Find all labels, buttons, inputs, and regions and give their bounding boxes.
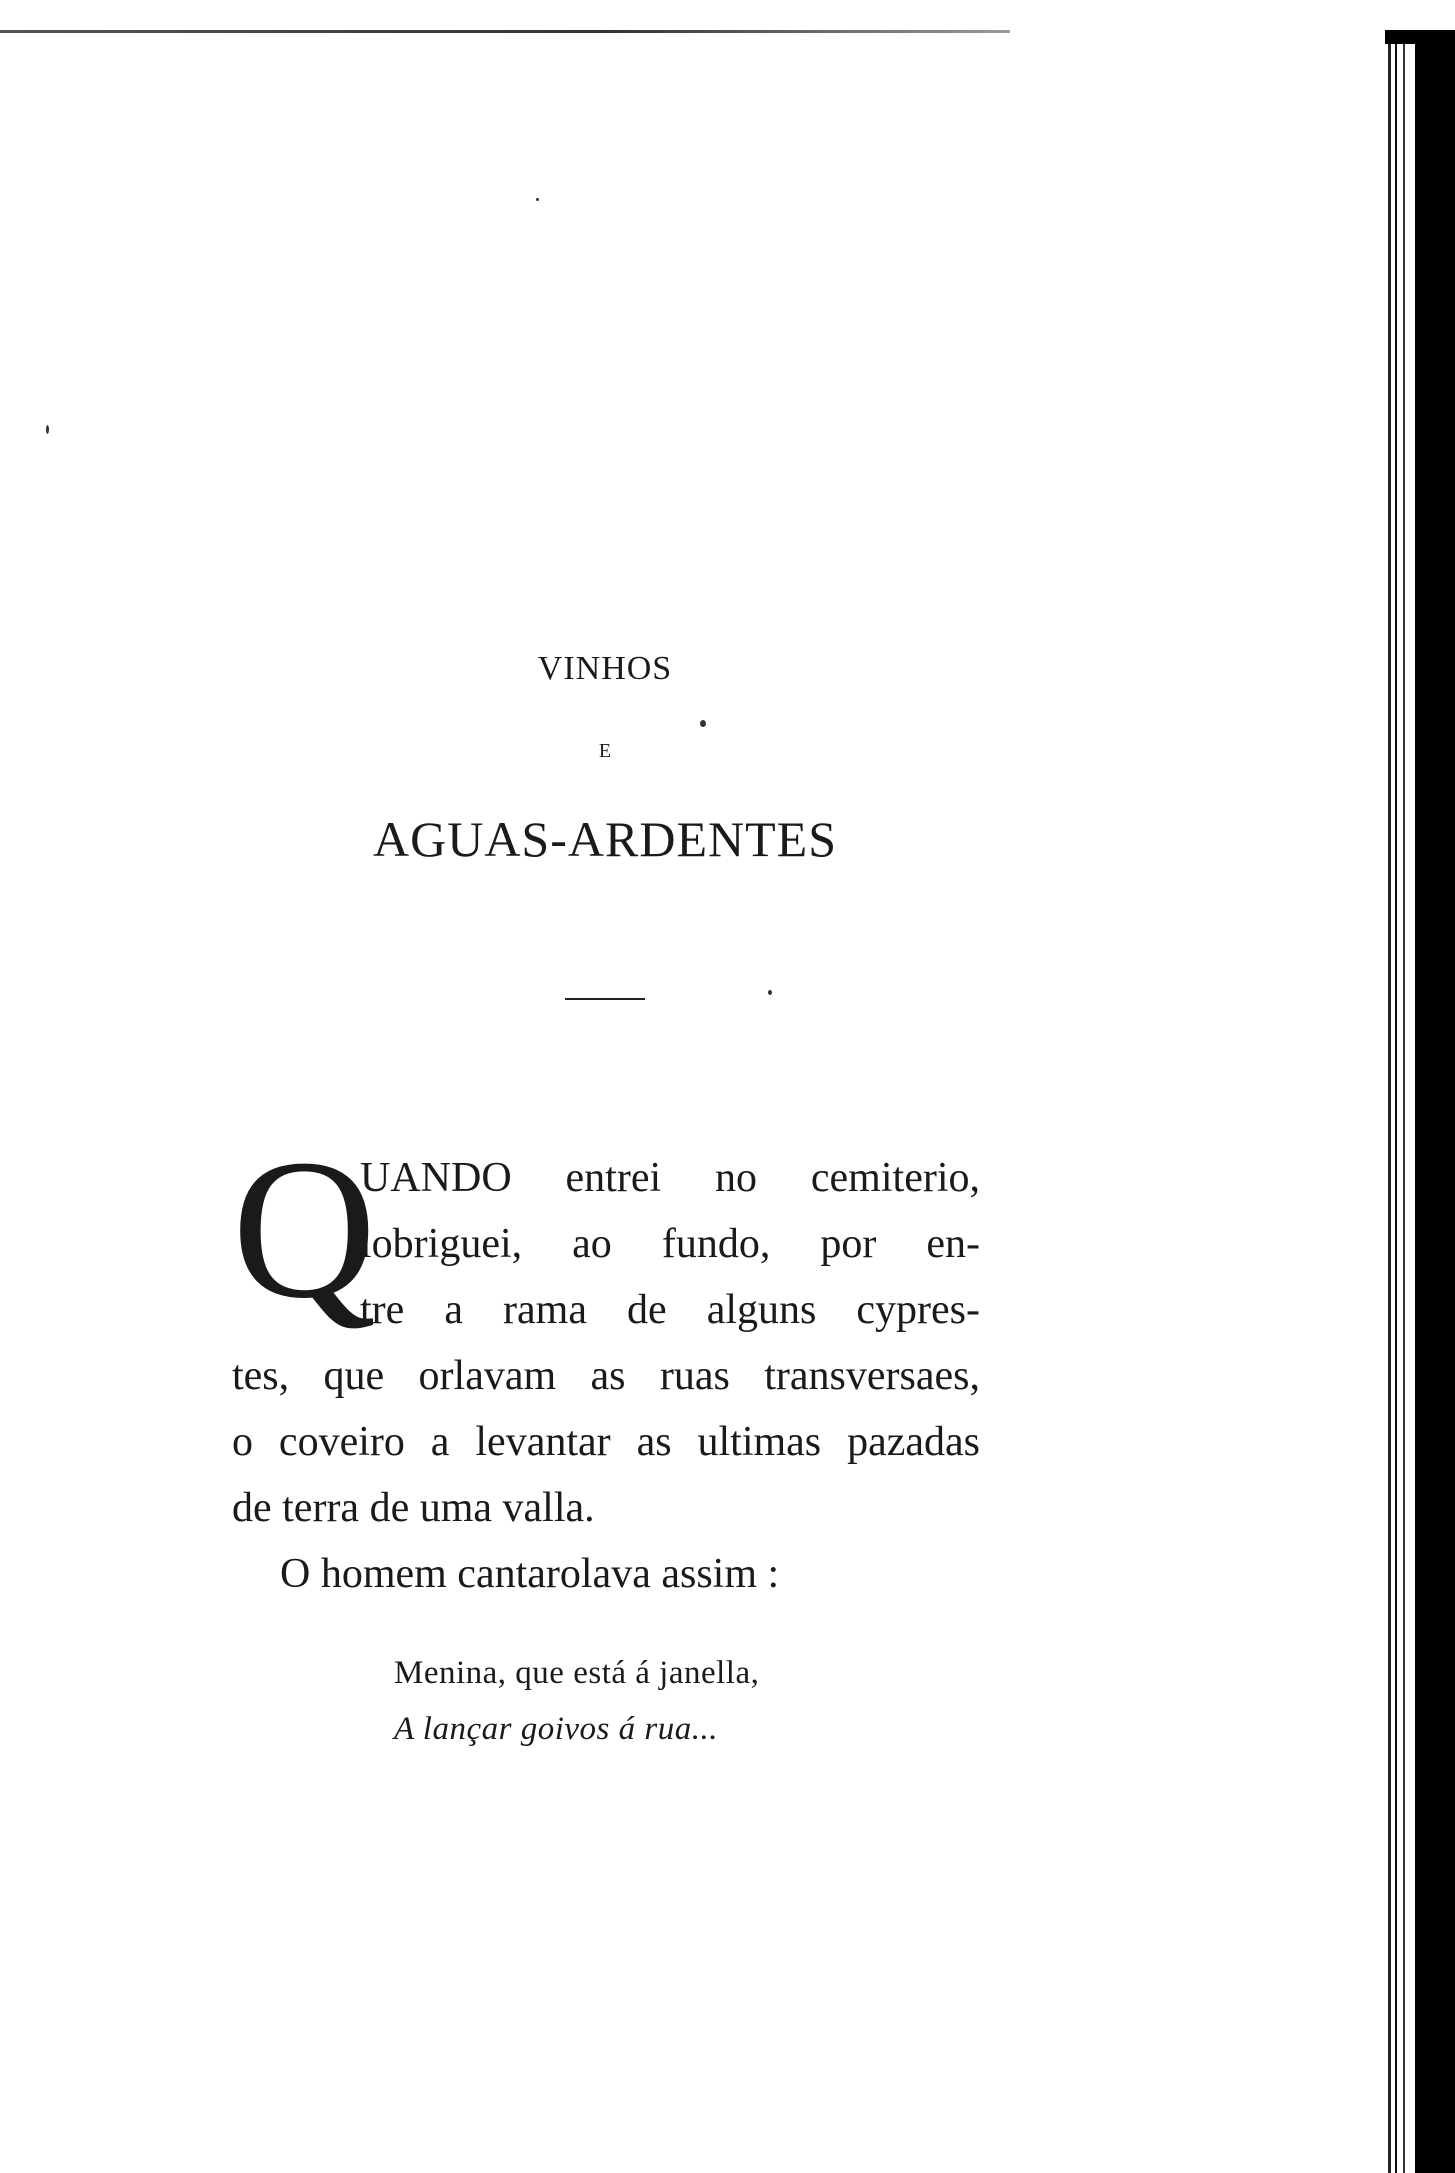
ink-speck: [46, 425, 49, 434]
paragraph-body: [232, 1343, 980, 1541]
text-line: tre a rama de alguns cypres-: [360, 1287, 980, 1333]
text-line: tes, que orlavam as ruas transversaes,: [232, 1353, 980, 1399]
ink-speck: [536, 198, 539, 201]
drop-cap: Q: [232, 1119, 377, 1340]
book-spine-edge: [1385, 30, 1455, 2173]
text-line: de terra de uma valla.: [232, 1485, 595, 1531]
ink-speck: [700, 720, 706, 727]
text-line: lobriguei, ao fundo, por en-: [360, 1221, 980, 1267]
verse-block: [394, 1645, 759, 1757]
book-spine-top: [1385, 30, 1455, 44]
top-rule: [0, 30, 1010, 33]
chapter-title-conjunction: E: [598, 740, 612, 762]
chapter-title-line2: AGUAS-ARDENTES: [373, 811, 837, 867]
chapter-title-line1: VINHOS: [537, 650, 673, 687]
section-divider: [565, 998, 645, 1000]
text-line: UANDO entrei no cemiterio,: [360, 1155, 980, 1201]
verse-line: Menina, que está á janella,: [394, 1655, 760, 1691]
opening-lines: [360, 1145, 980, 1343]
paragraph-second: O homem cantarolava assim :: [280, 1551, 780, 1597]
text-line: o coveiro a levantar as ultimas pazadas: [232, 1419, 980, 1465]
ink-speck: [768, 990, 772, 995]
verse-line: A lançar goivos á rua...: [394, 1711, 718, 1747]
